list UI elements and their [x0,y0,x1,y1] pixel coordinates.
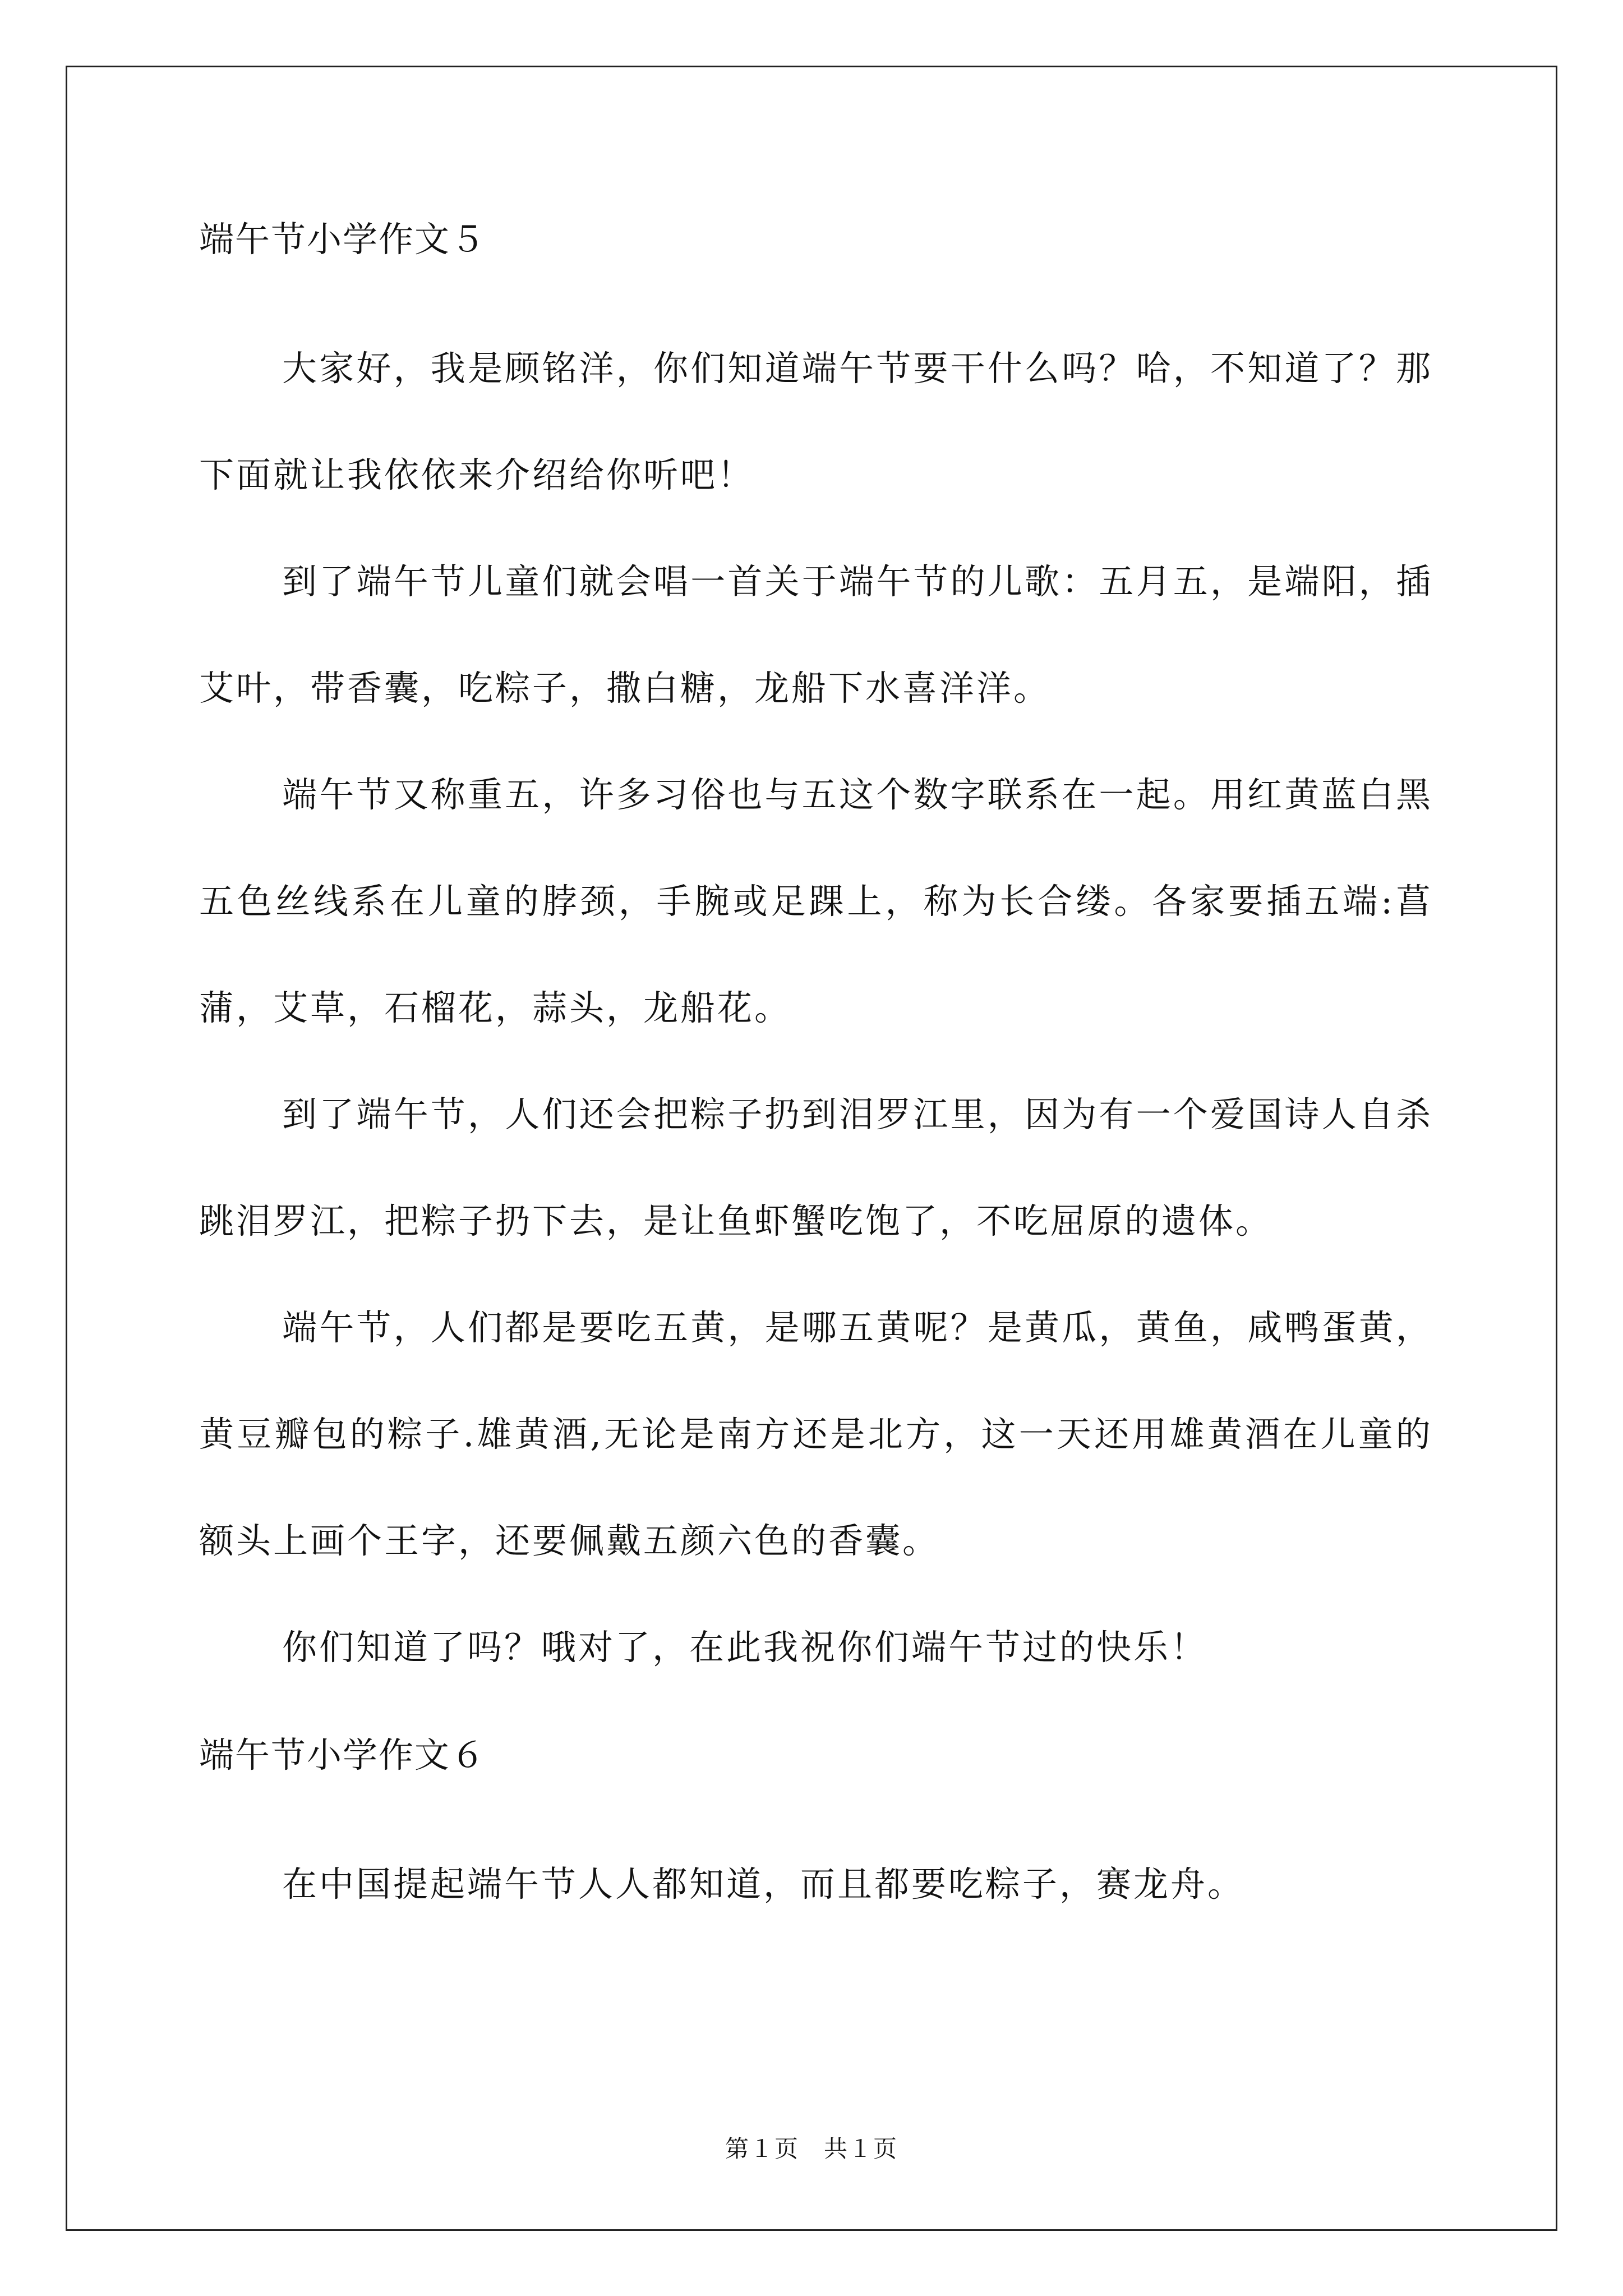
paragraph: 到了端午节儿童们就会唱一首关于端午节的儿歌：五月五，是端阳，插艾叶，带香囊，吃粽子，撒白糖，龙船下水喜洋洋。 [199,561,1433,708]
article-title-6: 端午节小学作文６ [199,1734,487,1775]
page-footer: 第１页 共１页 [725,2135,898,2162]
paragraph: 端午节又称重五，许多习俗也与五这个数字联系在一起。用红黄蓝白黑五色丝线系在儿童的脖颈，手腕或足踝上，称为长合缕。各家要插五端:菖蒲，艾草，石榴花，蒜头，龙船花。 [199,774,1433,1028]
article-title-5: 端午节小学作文５ [199,219,487,260]
paragraph: 大家好，我是顾铭洋，你们知道端午节要干什么吗？哈，不知道了？那下面就让我依依来介绍给你听吧！ [199,348,1433,495]
paragraph: 端午节，人们都是要吃五黄，是哪五黄呢？是黄瓜，黄鱼，咸鸭蛋黄，黄豆瓣包的粽子.雄黄酒,无论是南方还是北方，这一天还用雄黄酒在儿童的额头上画个王字，还要佩戴五颜六色的香囊。 [199,1307,1433,1561]
document-body [199,219,1433,1938]
paragraph: 你们知道了吗？哦对了，在此我祝你们端午节过的快乐！ [282,1627,1208,1668]
paragraph: 到了端午节，人们还会把粽子扔到泪罗江里，因为有一个爱国诗人自杀跳泪罗江，把粽子扔下去，是让鱼虾蟹吃饱了，不吃屈原的遗体。 [199,1094,1433,1241]
paragraph: 在中国提起端午节人人都知道，而且都要吃粽子，赛龙舟。 [282,1864,1245,1904]
